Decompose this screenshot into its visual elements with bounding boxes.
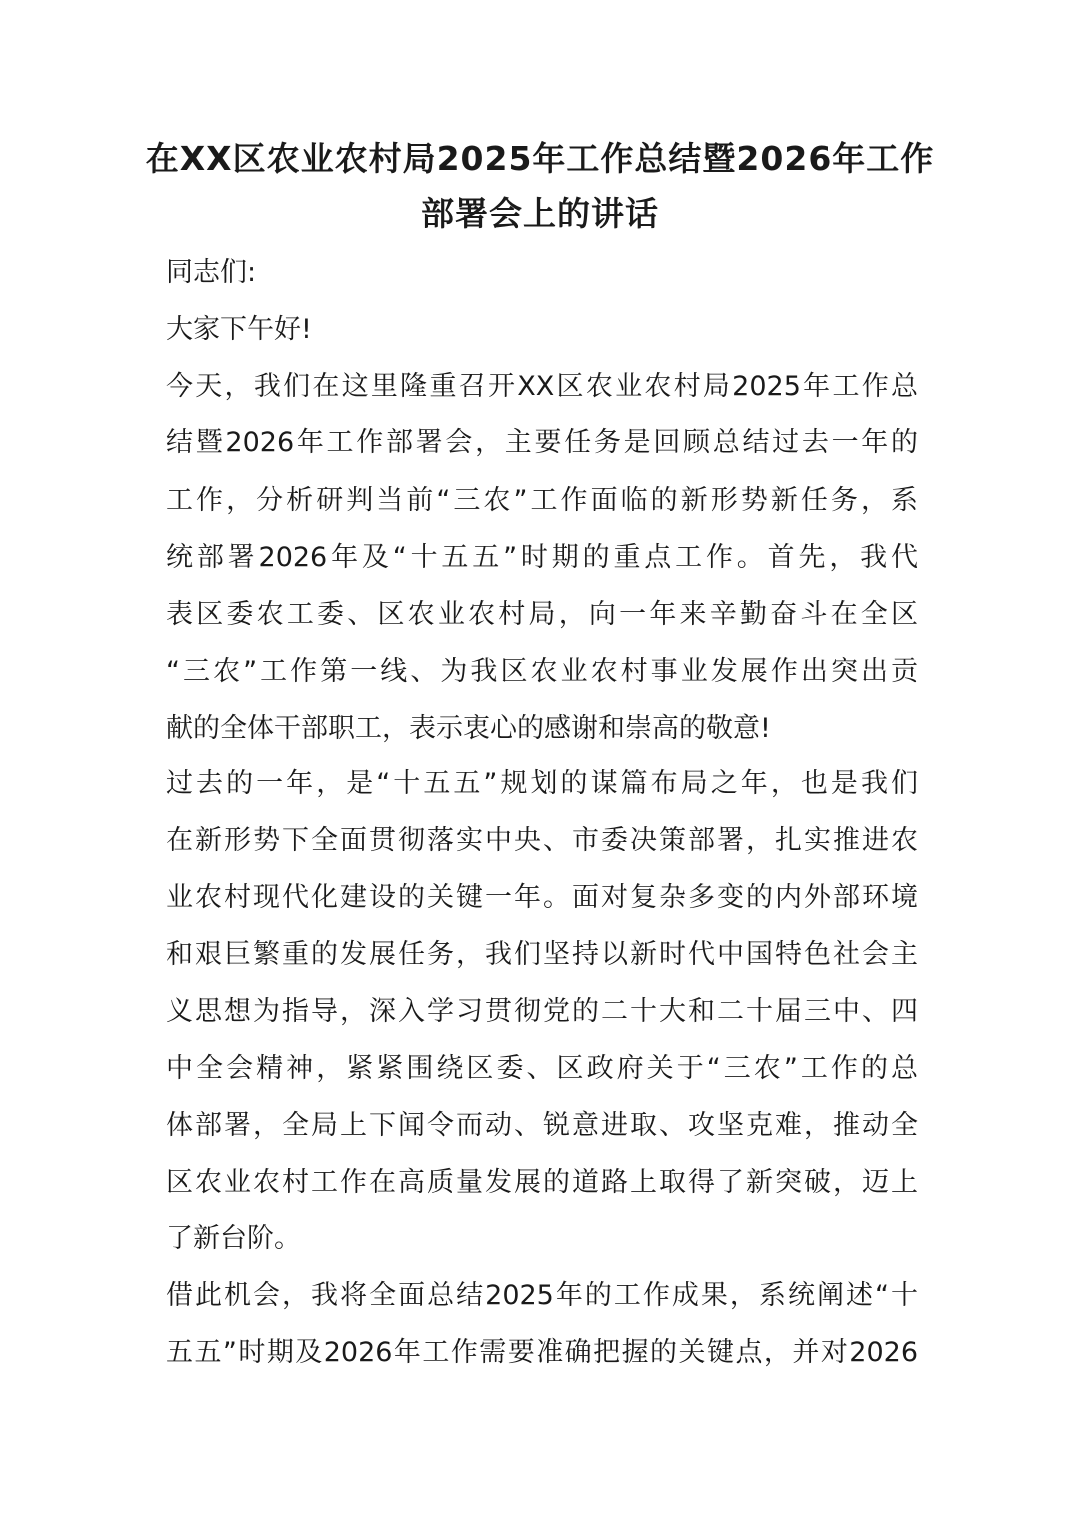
document-title-line-2: 部署会上的讲话 [421,194,659,233]
paragraph-1-line: 表区委农工委、区农业农村局，向一年来辛勤奋斗在全区 [166,599,918,630]
paragraph-2-line: 义思想为指导，深入学习贯彻党的二十大和二十届三中、四 [166,996,918,1027]
paragraph-1-line: 今天，我们在这里隆重召开XX区农业农村局2025年工作总 [166,371,918,402]
paragraph-2-line: 业农村现代化建设的关键一年。面对复杂多变的内外部环境 [166,882,918,913]
paragraph-2-line: 和艰巨繁重的发展任务，我们坚持以新时代中国特色社会主 [166,939,918,970]
paragraph-2-line: 中全会精神，紧紧围绕区委、区政府关于“三农”工作的总 [166,1053,918,1084]
paragraph-3-line: 五五”时期及2026年工作需要准确把握的关键点，并对2026 [166,1337,918,1368]
paragraph-2-line: 体部署，全局上下闻令而动、锐意进取、攻坚克难，推动全 [166,1110,918,1141]
paragraph-2-line: 区农业农村工作在高质量发展的道路上取得了新突破，迈上 [166,1167,918,1198]
salutation: 同志们: [166,257,257,288]
paragraph-2-line: 了新台阶。 [166,1223,301,1254]
paragraph-2-line: 过去的一年，是“十五五”规划的谋篇布局之年，也是我们 [166,768,918,799]
greeting: 大家下午好! [166,314,312,345]
document-title-line-1: 在XX区农业农村局2025年工作总结暨2026年工作 [145,139,935,178]
paragraph-2-line: 在新形势下全面贯彻落实中央、市委决策部署，扎实推进农 [166,825,918,856]
paragraph-1-line: 结暨2026年工作部署会，主要任务是回顾总结过去一年的 [166,427,918,458]
paragraph-1-line: 献的全体干部职工，表示衷心的感谢和崇高的敬意! [166,713,771,744]
paragraph-1-line: 统部署2026年及“十五五”时期的重点工作。首先，我代 [166,542,918,573]
paragraph-1-line: “三农”工作第一线、为我区农业农村事业发展作出突出贡 [166,656,918,687]
paragraph-3-line: 借此机会，我将全面总结2025年的工作成果，系统阐述“十 [166,1280,918,1311]
paragraph-1-line: 工作，分析研判当前“三农”工作面临的新形势新任务，系 [166,485,918,516]
